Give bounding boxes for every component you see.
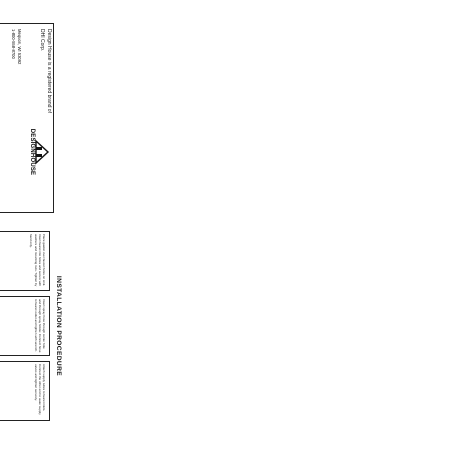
company-address [10, 29, 22, 115]
step-illustration [0, 234, 3, 289]
step-text: Insert spray hose through center hole and through spray holder. Connect hose to faucet outlet and tighten with wrench. [33, 299, 46, 353]
step-text: Place gasket over faucet holes on sink. Insert faucet into holes and secure with washers and mounting nuts. Tighten by hand only. [29, 234, 46, 287]
brand-note: Design House is a registered brand of DHI Corp. [39, 29, 52, 113]
designhouse-logo [24, 123, 50, 181]
procedure-title: INSTALLATION PROCEDURE [55, 275, 62, 377]
logo-wordmark: DESIGNHOUSE [29, 128, 35, 176]
step-panel [0, 231, 50, 291]
address-phone: 1-800-558-8700 [11, 29, 16, 59]
instruction-sheet [0, 17, 66, 425]
house-logo-icon [34, 123, 50, 181]
address-city: Mequon, WI 53092 [17, 29, 22, 65]
step-text: Attach supply tubes to faucet inlets. Connect the other end to water supply valves and tighten securely. [33, 364, 46, 415]
step-illustration [0, 299, 3, 354]
step-panel [0, 361, 50, 421]
step-illustration [0, 364, 3, 419]
step-panel [0, 296, 50, 356]
